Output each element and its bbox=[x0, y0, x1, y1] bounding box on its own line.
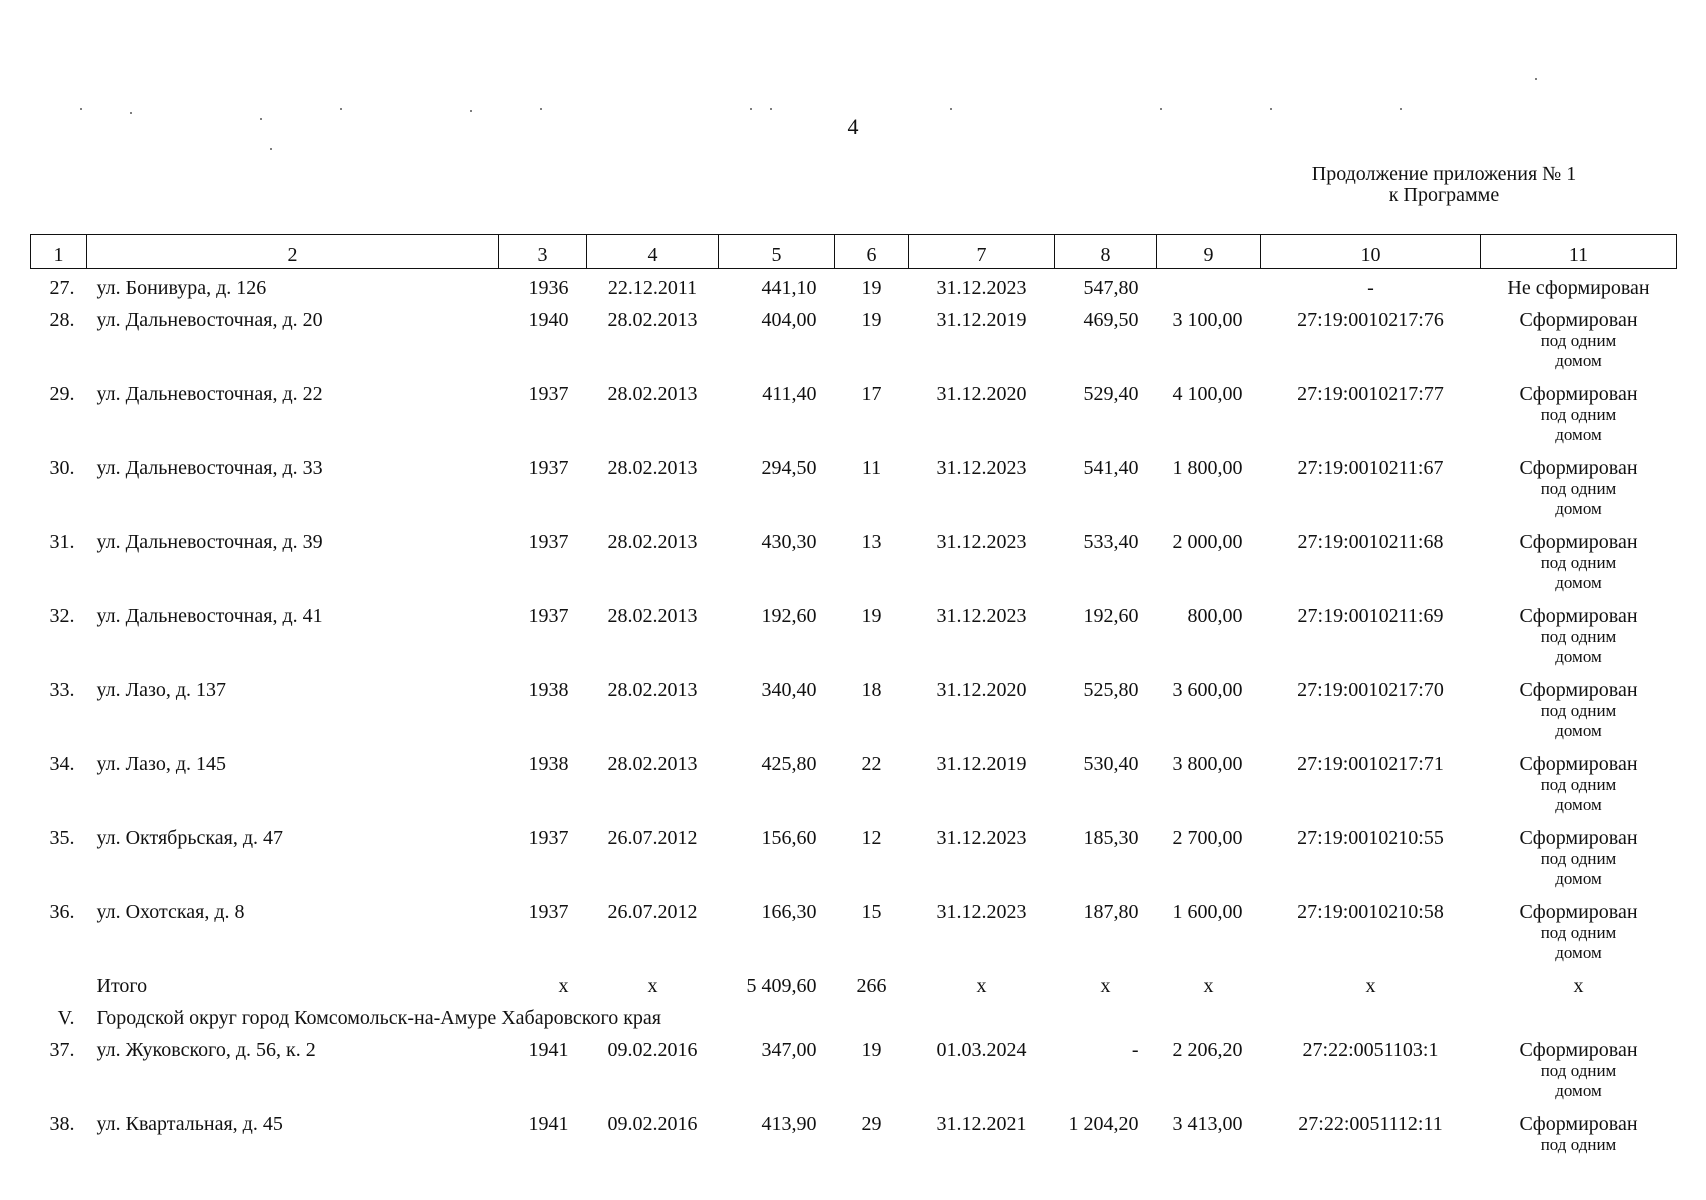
row-date: 28.02.2013 bbox=[607, 678, 698, 701]
row-residents: 19 bbox=[861, 308, 882, 331]
total-cell: х bbox=[647, 974, 658, 997]
row-number: 38. bbox=[49, 1112, 75, 1135]
row-status bbox=[1481, 597, 1677, 671]
status-line1: Сформирован bbox=[1519, 900, 1638, 923]
header-cell: 3 bbox=[499, 235, 587, 269]
total-area: 5 409,60 bbox=[746, 974, 817, 997]
row-residents: 12 bbox=[861, 826, 882, 849]
status-line2: под одним bbox=[1540, 552, 1617, 572]
row-residents: 19 bbox=[861, 1038, 882, 1061]
row-status bbox=[1481, 375, 1677, 449]
row-land-area: 529,40 bbox=[1083, 382, 1139, 405]
table-row bbox=[31, 893, 1677, 967]
status-line3: домом bbox=[1555, 868, 1602, 888]
row-deadline: 31.12.2019 bbox=[936, 752, 1027, 775]
row-status bbox=[1481, 449, 1677, 523]
total-cell: х bbox=[1100, 974, 1111, 997]
status-line1: Сформирован bbox=[1519, 678, 1638, 701]
header-cell: 5 bbox=[719, 235, 835, 269]
page-number: 4 bbox=[847, 114, 859, 139]
row-plot-area: 3 100,00 bbox=[1172, 308, 1243, 331]
row-year: 1941 bbox=[528, 1038, 569, 1061]
row-status bbox=[1481, 1105, 1677, 1157]
status-line2: под одним bbox=[1540, 1134, 1617, 1154]
row-address: ул. Дальневосточная, д. 33 bbox=[96, 456, 323, 479]
status-line1: Сформирован bbox=[1519, 530, 1638, 553]
total-cell: х bbox=[558, 974, 569, 997]
header-cell: 9 bbox=[1157, 235, 1261, 269]
row-address: ул. Дальневосточная, д. 41 bbox=[96, 604, 323, 627]
row-date: 26.07.2012 bbox=[607, 826, 698, 849]
table-header-row bbox=[31, 235, 1677, 269]
header-cell: 2 bbox=[87, 235, 499, 269]
section-row bbox=[31, 999, 1677, 1031]
status-line2: под одним bbox=[1540, 774, 1617, 794]
row-deadline: 31.12.2020 bbox=[936, 678, 1027, 701]
row-deadline: 31.12.2023 bbox=[936, 277, 1027, 299]
row-number: 29. bbox=[49, 382, 75, 405]
section-title: Городской округ город Комсомольск-на-Амуре Хабаровского края bbox=[96, 1006, 662, 1029]
row-plot-area bbox=[1157, 269, 1261, 301]
appendix-note-line2: к Программе bbox=[1388, 184, 1500, 206]
row-status bbox=[1481, 269, 1677, 301]
row-cadastral-number: 27:19:0010211:67 bbox=[1297, 456, 1444, 479]
table-row bbox=[31, 819, 1677, 893]
row-number: 33. bbox=[49, 678, 75, 701]
header-cell: 8 bbox=[1055, 235, 1157, 269]
total-residents: 266 bbox=[856, 974, 887, 997]
total-cell: х bbox=[1203, 974, 1214, 997]
row-land-area: 530,40 bbox=[1083, 752, 1139, 775]
header-cell: 7 bbox=[909, 235, 1055, 269]
row-area: 430,30 bbox=[761, 530, 817, 553]
table-row bbox=[31, 449, 1677, 523]
row-status bbox=[1481, 893, 1677, 967]
row-residents: 15 bbox=[861, 900, 882, 923]
table-row bbox=[31, 375, 1677, 449]
section-number: V. bbox=[57, 1006, 75, 1029]
row-deadline: 31.12.2023 bbox=[936, 456, 1027, 479]
status-line2: под одним bbox=[1540, 922, 1617, 942]
row-address: ул. Дальневосточная, д. 20 bbox=[96, 308, 323, 331]
row-address: ул. Квартальная, д. 45 bbox=[96, 1112, 283, 1135]
row-residents: 19 bbox=[861, 277, 882, 299]
row-date: 09.02.2016 bbox=[607, 1038, 698, 1061]
total-blank bbox=[31, 967, 87, 999]
row-year: 1937 bbox=[528, 530, 569, 553]
row-year: 1937 bbox=[528, 604, 569, 627]
row-address: ул. Жуковского, д. 56, к. 2 bbox=[96, 1038, 316, 1061]
status-line2: под одним bbox=[1540, 330, 1617, 350]
status-line3: домом bbox=[1555, 572, 1602, 592]
row-cadastral-number: 27:19:0010210:55 bbox=[1297, 826, 1444, 849]
row-cadastral-number: 27:19:0010217:70 bbox=[1297, 678, 1444, 701]
row-cadastral-number: 27:19:0010211:69 bbox=[1297, 604, 1444, 627]
row-address: ул. Дальневосточная, д. 22 bbox=[96, 382, 323, 405]
row-date: 28.02.2013 bbox=[607, 604, 698, 627]
status-line2: под одним bbox=[1540, 848, 1617, 868]
row-residents: 17 bbox=[861, 382, 882, 405]
resettlement-table bbox=[30, 234, 1676, 1157]
row-status bbox=[1481, 745, 1677, 819]
row-area: 413,90 bbox=[761, 1112, 817, 1135]
row-year: 1940 bbox=[528, 308, 569, 331]
status-line1: Не сформирован bbox=[1507, 277, 1650, 299]
row-residents: 19 bbox=[861, 604, 882, 627]
row-land-area: - bbox=[1131, 1038, 1139, 1061]
total-cell: х bbox=[1365, 974, 1376, 997]
total-label: Итого bbox=[96, 974, 148, 997]
row-year: 1937 bbox=[528, 382, 569, 405]
status-line3: домом bbox=[1555, 942, 1602, 962]
row-plot-area: 1 800,00 bbox=[1172, 456, 1243, 479]
row-year: 1936 bbox=[528, 277, 569, 299]
row-deadline: 31.12.2023 bbox=[936, 604, 1027, 627]
row-date: 28.02.2013 bbox=[607, 752, 698, 775]
row-residents: 13 bbox=[861, 530, 882, 553]
row-residents: 22 bbox=[861, 752, 882, 775]
row-deadline: 31.12.2020 bbox=[936, 382, 1027, 405]
row-area: 425,80 bbox=[761, 752, 817, 775]
row-deadline: 31.12.2023 bbox=[936, 900, 1027, 923]
appendix-note-line1: Продолжение приложения № 1 bbox=[1311, 163, 1577, 185]
table-row bbox=[31, 745, 1677, 819]
row-plot-area: 3 800,00 bbox=[1172, 752, 1243, 775]
status-line1: Сформирован bbox=[1519, 1038, 1638, 1061]
row-land-area: 187,80 bbox=[1083, 900, 1139, 923]
row-address: ул. Бонивура, д. 126 bbox=[96, 277, 267, 299]
appendix-note bbox=[1234, 164, 1654, 206]
row-area: 340,40 bbox=[761, 678, 817, 701]
row-address: ул. Лазо, д. 137 bbox=[96, 678, 227, 701]
total-cell: х bbox=[1573, 974, 1584, 997]
status-line3: домом bbox=[1555, 646, 1602, 666]
row-land-area: 547,80 bbox=[1083, 277, 1139, 299]
status-line1: Сформирован bbox=[1519, 1112, 1638, 1135]
row-status bbox=[1481, 671, 1677, 745]
status-line1: Сформирован bbox=[1519, 826, 1638, 849]
header-cell: 11 bbox=[1481, 235, 1677, 269]
status-line3: домом bbox=[1555, 350, 1602, 370]
table-row bbox=[31, 523, 1677, 597]
row-cadastral-number: 27:19:0010210:58 bbox=[1297, 900, 1444, 923]
table-row bbox=[31, 1031, 1677, 1105]
row-number: 30. bbox=[49, 456, 75, 479]
row-area: 166,30 bbox=[761, 900, 817, 923]
status-line3: домом bbox=[1555, 424, 1602, 444]
status-line2: под одним bbox=[1540, 478, 1617, 498]
row-address: ул. Октябрьская, д. 47 bbox=[96, 826, 284, 849]
row-date: 28.02.2013 bbox=[607, 456, 698, 479]
status-line3: домом bbox=[1555, 498, 1602, 518]
row-area: 441,10 bbox=[761, 277, 817, 299]
row-residents: 11 bbox=[861, 456, 882, 479]
row-land-area: 1 204,20 bbox=[1068, 1112, 1139, 1135]
row-year: 1938 bbox=[528, 678, 569, 701]
row-date: 09.02.2016 bbox=[607, 1112, 698, 1135]
table-row bbox=[31, 301, 1677, 375]
row-area: 192,60 bbox=[761, 604, 817, 627]
row-plot-area: 1 600,00 bbox=[1172, 900, 1243, 923]
table-row bbox=[31, 597, 1677, 671]
row-number: 35. bbox=[49, 826, 75, 849]
status-line3: домом bbox=[1555, 720, 1602, 740]
row-number: 32. bbox=[49, 604, 75, 627]
row-residents: 29 bbox=[861, 1112, 882, 1135]
header-cell: 10 bbox=[1261, 235, 1481, 269]
header-cell: 4 bbox=[587, 235, 719, 269]
row-plot-area: 3 600,00 bbox=[1172, 678, 1243, 701]
row-number: 34. bbox=[49, 752, 75, 775]
row-year: 1937 bbox=[528, 826, 569, 849]
row-year: 1938 bbox=[528, 752, 569, 775]
table-row bbox=[31, 671, 1677, 745]
status-line1: Сформирован bbox=[1519, 752, 1638, 775]
row-date: 28.02.2013 bbox=[607, 382, 698, 405]
row-year: 1937 bbox=[528, 456, 569, 479]
status-line2: под одним bbox=[1540, 1060, 1617, 1080]
row-cadastral-number: 27:22:0051112:11 bbox=[1298, 1112, 1443, 1135]
row-plot-area: 3 413,00 bbox=[1172, 1112, 1243, 1135]
status-line3: домом bbox=[1555, 794, 1602, 814]
row-area: 404,00 bbox=[761, 308, 817, 331]
row-date: 22.12.2011 bbox=[607, 277, 698, 299]
row-plot-area: 2 206,20 bbox=[1172, 1038, 1243, 1061]
row-land-area: 185,30 bbox=[1083, 826, 1139, 849]
status-line3: домом bbox=[1555, 1080, 1602, 1100]
total-cell: х bbox=[976, 974, 987, 997]
row-deadline: 01.03.2024 bbox=[936, 1038, 1027, 1061]
row-number: 37. bbox=[49, 1038, 75, 1061]
row-land-area: 525,80 bbox=[1083, 678, 1139, 701]
row-date: 28.02.2013 bbox=[607, 530, 698, 553]
row-status bbox=[1481, 523, 1677, 597]
total-row bbox=[31, 967, 1677, 999]
row-land-area: 533,40 bbox=[1083, 530, 1139, 553]
status-line2: под одним bbox=[1540, 404, 1617, 424]
row-address: ул. Охотская, д. 8 bbox=[96, 900, 245, 923]
row-number: 36. bbox=[49, 900, 75, 923]
row-number: 31. bbox=[49, 530, 75, 553]
row-status bbox=[1481, 819, 1677, 893]
row-land-area: 469,50 bbox=[1083, 308, 1139, 331]
row-plot-area: 800,00 bbox=[1187, 604, 1243, 627]
row-date: 26.07.2012 bbox=[607, 900, 698, 923]
row-deadline: 31.12.2021 bbox=[936, 1112, 1027, 1135]
row-year: 1937 bbox=[528, 900, 569, 923]
row-cadastral-number: 27:19:0010217:77 bbox=[1297, 382, 1444, 405]
row-land-area: 192,60 bbox=[1083, 604, 1139, 627]
row-cadastral-number: 27:19:0010217:76 bbox=[1297, 308, 1444, 331]
status-line2: под одним bbox=[1540, 700, 1617, 720]
row-cadastral-number: 27:22:0051103:1 bbox=[1302, 1038, 1439, 1061]
row-area: 411,40 bbox=[762, 382, 817, 405]
row-status bbox=[1481, 1031, 1677, 1105]
row-area: 156,60 bbox=[761, 826, 817, 849]
row-area: 347,00 bbox=[761, 1038, 817, 1061]
row-number: 28. bbox=[49, 308, 75, 331]
header-cell: 6 bbox=[835, 235, 909, 269]
header-cell: 1 bbox=[31, 235, 87, 269]
status-line2: под одним bbox=[1540, 626, 1617, 646]
row-deadline: 31.12.2023 bbox=[936, 826, 1027, 849]
row-year: 1941 bbox=[528, 1112, 569, 1135]
row-residents: 18 bbox=[861, 678, 882, 701]
row-status bbox=[1481, 301, 1677, 375]
row-area: 294,50 bbox=[761, 456, 817, 479]
row-deadline: 31.12.2019 bbox=[936, 308, 1027, 331]
row-land-area: 541,40 bbox=[1083, 456, 1139, 479]
row-plot-area: 2 000,00 bbox=[1172, 530, 1243, 553]
row-address: ул. Дальневосточная, д. 39 bbox=[96, 530, 323, 553]
table-row bbox=[31, 1105, 1677, 1157]
row-number: 27. bbox=[49, 277, 75, 299]
row-deadline: 31.12.2023 bbox=[936, 530, 1027, 553]
status-line1: Сформирован bbox=[1519, 456, 1638, 479]
table-row bbox=[31, 269, 1677, 301]
status-line1: Сформирован bbox=[1519, 382, 1638, 405]
row-cadastral-number: 27:19:0010217:71 bbox=[1297, 752, 1444, 775]
row-plot-area: 4 100,00 bbox=[1172, 382, 1243, 405]
status-line1: Сформирован bbox=[1519, 604, 1638, 627]
status-line1: Сформирован bbox=[1519, 308, 1638, 331]
row-address: ул. Лазо, д. 145 bbox=[96, 752, 227, 775]
row-cadastral-number: - bbox=[1367, 277, 1374, 299]
row-cadastral-number: 27:19:0010211:68 bbox=[1297, 530, 1444, 553]
row-date: 28.02.2013 bbox=[607, 308, 698, 331]
row-plot-area: 2 700,00 bbox=[1172, 826, 1243, 849]
